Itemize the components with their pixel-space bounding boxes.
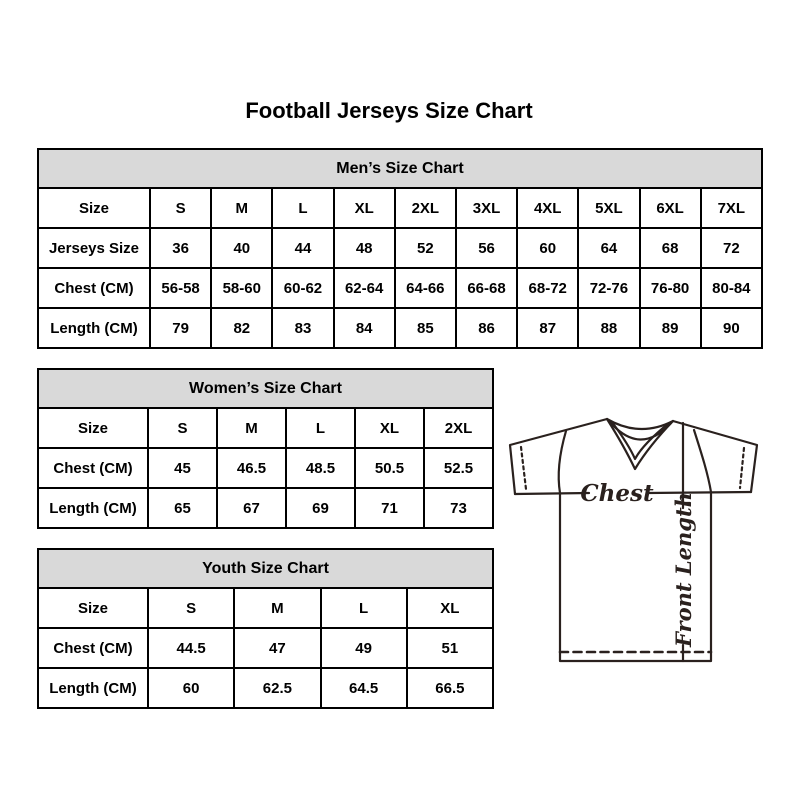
table-title-row (38, 149, 762, 188)
size-value-cell: 3XL (456, 188, 517, 228)
size-value-cell: L (321, 588, 407, 628)
size-value-cell: 45 (148, 448, 217, 488)
mens-table-title: Men’s Size Chart (38, 149, 762, 188)
table-row (38, 628, 493, 668)
size-value-cell: 40 (211, 228, 272, 268)
size-value-cell: 66.5 (407, 668, 493, 708)
size-value-cell: 62.5 (234, 668, 320, 708)
table-title-row (38, 549, 493, 588)
size-value-cell: 60 (148, 668, 234, 708)
size-value-cell: M (234, 588, 320, 628)
youth-size-table (37, 548, 494, 709)
size-value-cell: M (217, 408, 286, 448)
table-row (38, 268, 762, 308)
size-value-cell: 72-76 (578, 268, 639, 308)
size-value-cell: 67 (217, 488, 286, 528)
table-row (38, 188, 762, 228)
mens-size-table (37, 148, 763, 349)
size-value-cell: 87 (517, 308, 578, 348)
size-value-cell: 2XL (424, 408, 493, 448)
table-row (38, 488, 493, 528)
size-value-cell: 48 (334, 228, 395, 268)
size-value-cell: S (150, 188, 211, 228)
size-value-cell: 64.5 (321, 668, 407, 708)
size-value-cell: 64 (578, 228, 639, 268)
size-value-cell: 2XL (395, 188, 456, 228)
table-row (38, 228, 762, 268)
size-value-cell: 44 (272, 228, 333, 268)
row-label: Chest (CM) (38, 268, 150, 308)
size-value-cell: 60-62 (272, 268, 333, 308)
size-value-cell: 56 (456, 228, 517, 268)
size-value-cell: 44.5 (148, 628, 234, 668)
size-value-cell: 88 (578, 308, 639, 348)
womens-table-title: Women’s Size Chart (38, 369, 493, 408)
row-label: Size (38, 188, 150, 228)
size-value-cell: 76-80 (640, 268, 701, 308)
size-value-cell: 82 (211, 308, 272, 348)
row-label: Length (CM) (38, 488, 148, 528)
size-value-cell: M (211, 188, 272, 228)
size-value-cell: 50.5 (355, 448, 424, 488)
table-row (38, 448, 493, 488)
jersey-measurement-diagram (503, 400, 777, 688)
size-value-cell: 84 (334, 308, 395, 348)
size-value-cell: 56-58 (150, 268, 211, 308)
size-value-cell: 49 (321, 628, 407, 668)
row-label: Jerseys Size (38, 228, 150, 268)
front-length-measure-label: Front Length (671, 492, 696, 647)
size-value-cell: 72 (701, 228, 762, 268)
size-value-cell: 47 (234, 628, 320, 668)
size-value-cell: 68-72 (517, 268, 578, 308)
size-value-cell: S (148, 408, 217, 448)
size-value-cell: 7XL (701, 188, 762, 228)
size-value-cell: 64-66 (395, 268, 456, 308)
size-value-cell: 73 (424, 488, 493, 528)
size-value-cell: 85 (395, 308, 456, 348)
table-row (38, 668, 493, 708)
row-label: Length (CM) (38, 668, 148, 708)
size-value-cell: 89 (640, 308, 701, 348)
size-value-cell: XL (334, 188, 395, 228)
table-row (38, 408, 493, 448)
size-value-cell: 5XL (578, 188, 639, 228)
size-value-cell: L (286, 408, 355, 448)
row-label: Chest (CM) (38, 448, 148, 488)
size-value-cell: 83 (272, 308, 333, 348)
size-value-cell: 48.5 (286, 448, 355, 488)
size-value-cell: 52 (395, 228, 456, 268)
size-value-cell: 69 (286, 488, 355, 528)
size-value-cell: 86 (456, 308, 517, 348)
size-value-cell: 62-64 (334, 268, 395, 308)
size-value-cell: 4XL (517, 188, 578, 228)
page-title: Football Jerseys Size Chart (245, 98, 533, 123)
row-label: Chest (CM) (38, 628, 148, 668)
size-value-cell: 58-60 (211, 268, 272, 308)
size-value-cell: 71 (355, 488, 424, 528)
size-value-cell: L (272, 188, 333, 228)
jersey-outline-icon (503, 400, 777, 688)
table-row (38, 588, 493, 628)
size-value-cell: XL (407, 588, 493, 628)
size-value-cell: S (148, 588, 234, 628)
size-value-cell: 79 (150, 308, 211, 348)
row-label: Size (38, 408, 148, 448)
youth-table-title: Youth Size Chart (38, 549, 493, 588)
row-label: Length (CM) (38, 308, 150, 348)
size-value-cell: 68 (640, 228, 701, 268)
size-value-cell: 51 (407, 628, 493, 668)
size-value-cell: XL (355, 408, 424, 448)
size-value-cell: 60 (517, 228, 578, 268)
size-value-cell: 90 (701, 308, 762, 348)
size-value-cell: 52.5 (424, 448, 493, 488)
size-value-cell: 6XL (640, 188, 701, 228)
table-title-row (38, 369, 493, 408)
size-value-cell: 36 (150, 228, 211, 268)
womens-size-table (37, 368, 494, 529)
table-row (38, 308, 762, 348)
size-value-cell: 46.5 (217, 448, 286, 488)
size-value-cell: 65 (148, 488, 217, 528)
size-value-cell: 66-68 (456, 268, 517, 308)
row-label: Size (38, 588, 148, 628)
chest-measure-label: Chest (580, 480, 654, 507)
size-value-cell: 80-84 (701, 268, 762, 308)
